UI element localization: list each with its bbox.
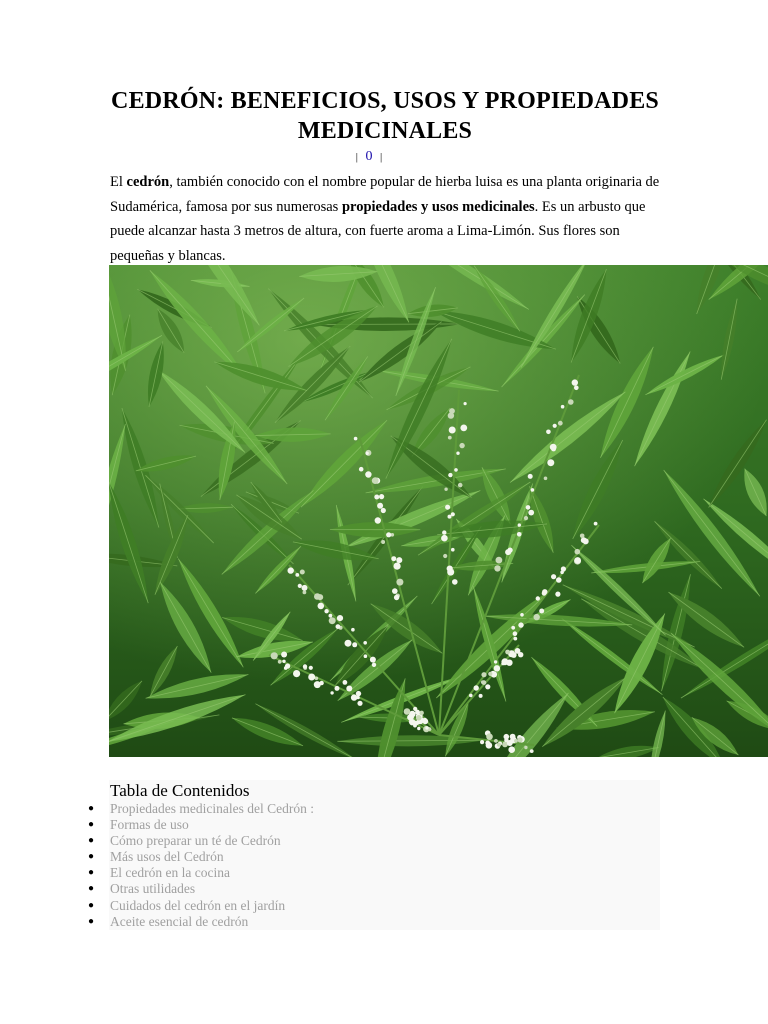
meta-separator-right: | [380,151,383,163]
page-title: CEDRÓN: BENEFICIOS, USOS Y PROPIEDADES MEDICINALES [111,88,659,144]
toc-item [82,833,314,849]
bullet-icon: ● [88,835,95,847]
intro-paragraph [110,170,660,268]
toc-item [82,817,314,833]
toc-link[interactable]: El cedrón en la cocina [110,865,230,881]
toc-link[interactable]: Aceite esencial de cedrón [110,913,249,929]
intro-bold-cedron: cedrón [126,174,170,190]
bullet-icon: ● [88,819,95,831]
intro-text-3: . Es un arbusto que puede alcanzar hasta 3 metros de altura, con fuerte aroma a Lima-Limón. Sus flores son pequeñas y blancas. [110,198,646,264]
bullet-icon: ● [88,883,95,895]
toc-link[interactable]: Cuidados del cedrón en el jardín [110,897,286,913]
toc-list [82,801,314,930]
toc-item [82,849,314,865]
toc-item [82,898,314,914]
bullet-icon: ● [88,803,95,814]
toc-item [82,801,314,817]
bullet-icon: ● [88,851,95,863]
toc-link[interactable]: Cómo preparar un té de Cedrón [110,833,281,849]
table-of-contents [82,780,660,930]
toc-link[interactable]: Propiedades medicinales del Cedrón : [110,801,314,816]
toc-item [82,881,314,897]
toc-item [82,914,314,930]
intro-text-1: El [110,174,127,190]
comment-count-link[interactable]: 0 [365,149,373,164]
toc-link[interactable]: Más usos del Cedrón [110,849,224,865]
bullet-icon: ● [88,915,95,927]
intro-text-2: , también conocido con el nombre popular de hierba luisa es una planta originaria de Sudamérica, famosa por sus numerosas [110,174,660,215]
meta-separator-left: | [355,151,358,163]
cedron-plant-photo [109,265,768,757]
comment-meta [0,148,738,166]
bullet-icon: ● [88,899,95,911]
toc-title: Tabla de Contenidos [110,781,250,800]
intro-bold-properties: propiedades y usos medicinales [341,198,535,215]
toc-item [82,865,314,881]
bullet-icon: ● [88,867,95,879]
toc-link[interactable]: Otras utilidades [110,881,196,897]
toc-link[interactable]: Formas de uso [110,817,189,833]
